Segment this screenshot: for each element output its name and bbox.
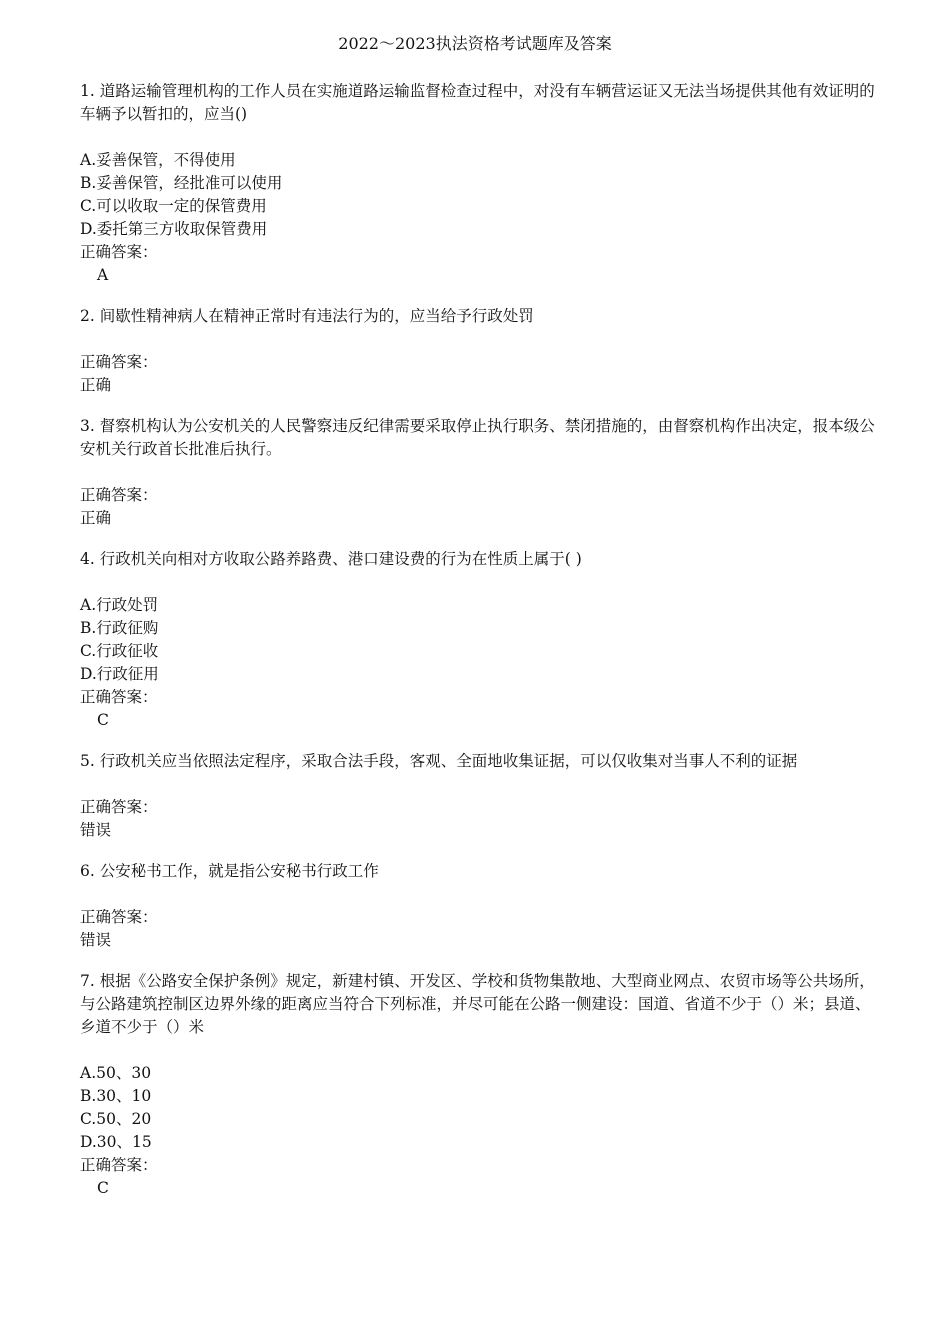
correct-answer: A bbox=[97, 266, 109, 284]
spacer bbox=[80, 773, 880, 796]
question-text: 2. 间歇性精神病人在精神正常时有违法行为的，应当给予行政处罚 bbox=[80, 307, 534, 325]
spacer bbox=[80, 883, 880, 906]
answer-label: 正确答案： bbox=[80, 243, 158, 261]
question-block bbox=[80, 750, 880, 842]
spacer bbox=[80, 571, 880, 594]
answer-label: 正确答案： bbox=[80, 908, 158, 926]
answer-option: D.行政征用 bbox=[80, 665, 159, 683]
spacer bbox=[80, 1039, 880, 1062]
answer-option: B.行政征购 bbox=[80, 619, 159, 637]
answer-option: A.行政处罚 bbox=[80, 596, 159, 614]
correct-answer: 错误 bbox=[80, 821, 112, 839]
question-block bbox=[80, 305, 880, 397]
answer-option: D.30、15 bbox=[80, 1133, 152, 1151]
answer-label: 正确答案： bbox=[80, 486, 158, 504]
question-text: 5. 行政机关应当依照法定程序，采取合法手段，客观、全面地收集证据，可以仅收集对当事人不利的证据 bbox=[80, 752, 798, 770]
question-text: 1. 道路运输管理机构的工作人员在实施道路运输监督检查过程中，对没有车辆营运证又无法当场提供其他有效证明的车辆予以暂扣的，应当() bbox=[80, 82, 875, 123]
answer-option: C.行政征收 bbox=[80, 642, 159, 660]
document-title: 2022～2023执法资格考试题库及答案 bbox=[338, 34, 612, 53]
answer-option: C.可以收取一定的保管费用 bbox=[80, 197, 267, 215]
answer-option: B.30、10 bbox=[80, 1087, 152, 1105]
question-block bbox=[80, 860, 880, 952]
question-text: 4. 行政机关向相对方收取公路养路费、港口建设费的行为在性质上属于( ) bbox=[80, 550, 582, 568]
answer-label: 正确答案： bbox=[80, 688, 158, 706]
answer-label: 正确答案： bbox=[80, 798, 158, 816]
question-block bbox=[80, 970, 880, 1200]
spacer bbox=[80, 126, 880, 149]
question-block bbox=[80, 415, 880, 530]
correct-answer: 正确 bbox=[80, 376, 112, 394]
answer-option: B.妥善保管，经批准可以使用 bbox=[80, 174, 283, 192]
answer-option: A.50、30 bbox=[80, 1064, 152, 1082]
correct-answer: 正确 bbox=[80, 509, 112, 527]
question-block bbox=[80, 548, 880, 732]
correct-answer: 错误 bbox=[80, 931, 112, 949]
answer-option: D.委托第三方收取保管费用 bbox=[80, 220, 268, 238]
question-list bbox=[80, 80, 880, 1218]
question-text: 6. 公安秘书工作，就是指公安秘书行政工作 bbox=[80, 862, 379, 880]
spacer bbox=[80, 328, 880, 351]
answer-option: A.妥善保管，不得使用 bbox=[80, 151, 236, 169]
answer-option: C.50、20 bbox=[80, 1110, 152, 1128]
question-text: 3. 督察机构认为公安机关的人民警察违反纪律需要采取停止执行职务、禁闭措施的，由督察机构作出决定，报本级公安机关行政首长批准后执行。 bbox=[80, 417, 875, 458]
correct-answer: C bbox=[97, 711, 109, 729]
spacer bbox=[80, 461, 880, 484]
answer-label: 正确答案： bbox=[80, 1156, 158, 1174]
question-block bbox=[80, 80, 880, 287]
answer-label: 正确答案： bbox=[80, 353, 158, 371]
question-text: 7. 根据《公路安全保护条例》规定，新建村镇、开发区、学校和货物集散地、大型商业网点、农贸市场等公共场所，与公路建筑控制区边界外缘的距离应当符合下列标准，并尽可能在公路一侧建设：国道、省道不少于（）米；县道、乡道不少于（）米 bbox=[80, 972, 875, 1036]
correct-answer: C bbox=[97, 1179, 109, 1197]
